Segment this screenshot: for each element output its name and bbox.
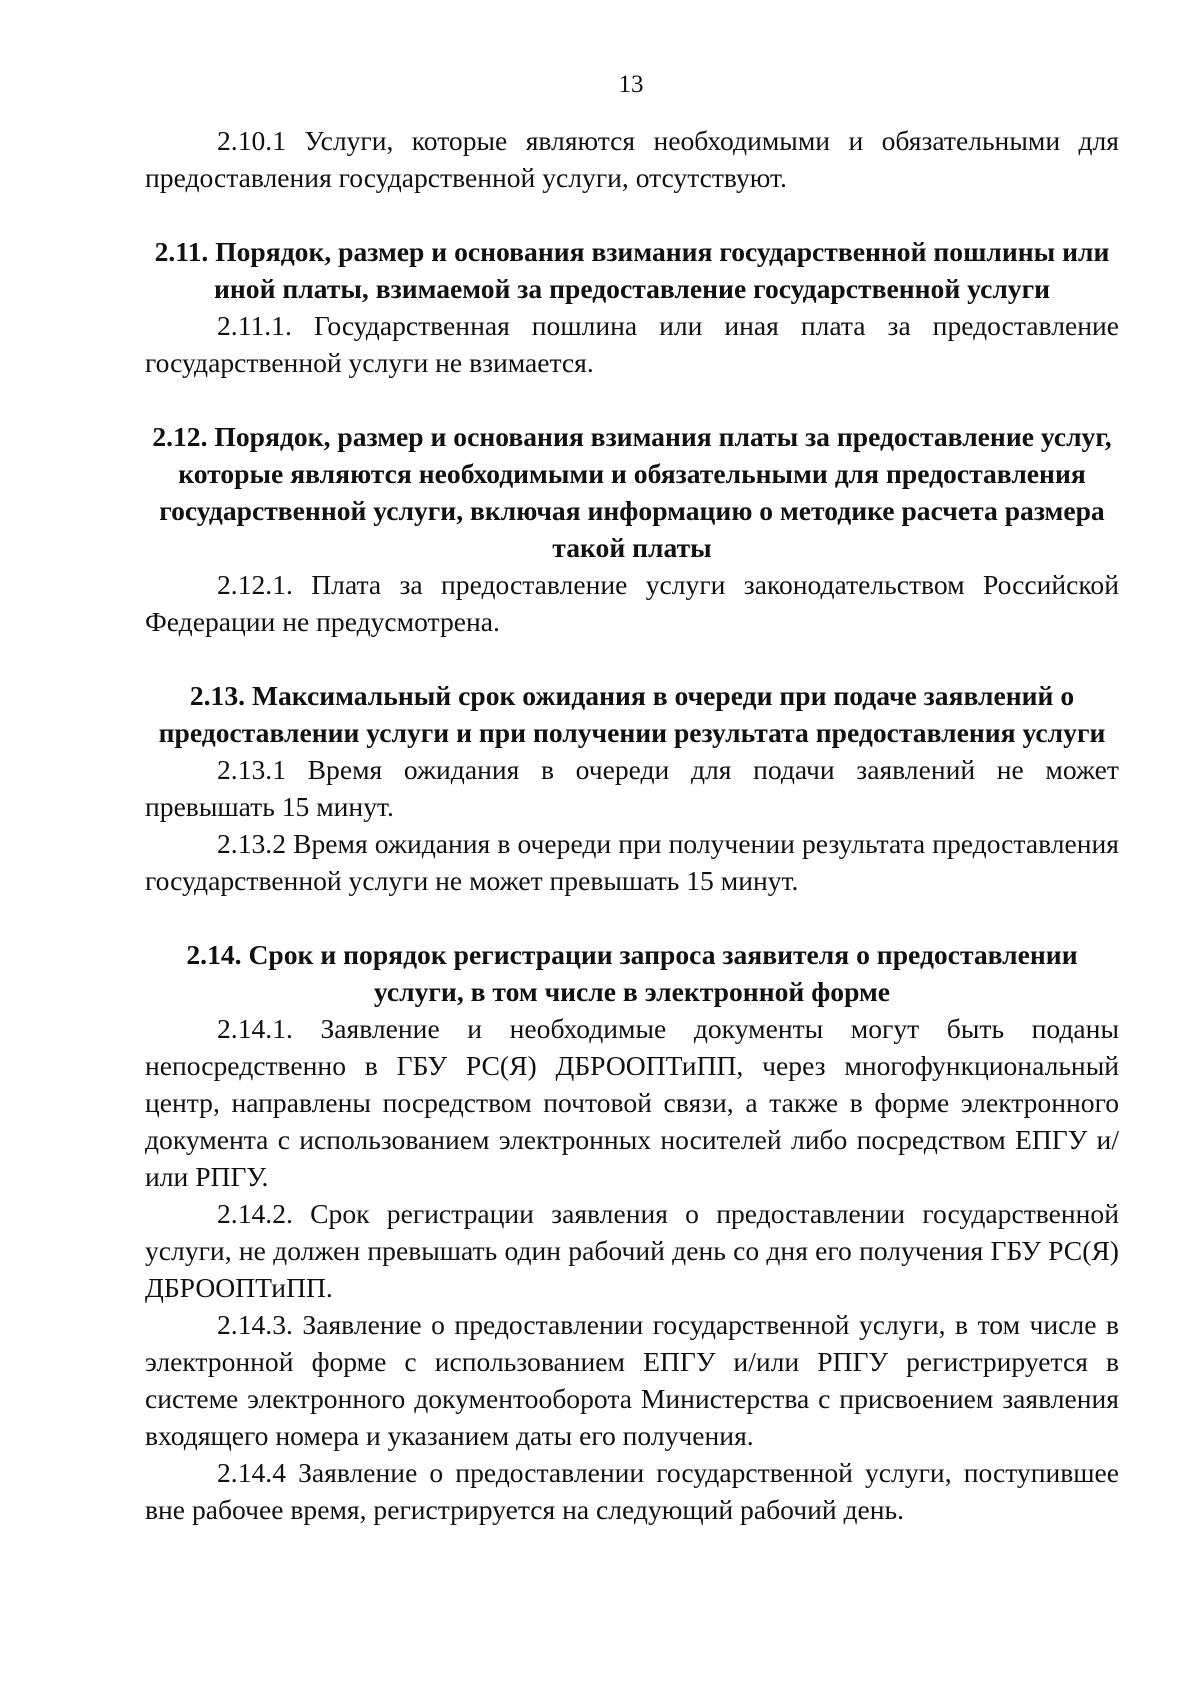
paragraph-2-11-1: 2.11.1. Государственная пошлина или иная плата за предоставление государственной услуги не взимается. [145,310,1119,378]
section-heading-2-13: 2.13. Максимальный срок ожидания в очереди при подаче заявлений о предоставлении услуги и при получении результата предоставления услуги [158,680,1106,748]
paragraph-2-14-4: 2.14.4 Заявление о предоставлении государственной услуги, поступившее вне рабочее время, регистрируется на следующий рабочий день. [145,1457,1119,1525]
section-spacer [145,899,1119,936]
paragraph-2-14-3: 2.14.3. Заявление о предоставлении государственной услуги, в том числе в электронной форме с использованием ЕПГУ и/или РПГУ регистрируется в системе электронного документооборота Министерства с присвоением заявления входящего номера и указанием даты его получения. [145,1309,1119,1451]
section-spacer [145,640,1119,677]
section-heading-2-11: 2.11. Порядок, размер и основания взимания государственной пошлины или иной платы, взимаемой за предоставление государственной услуги [154,236,1110,304]
paragraph-2-10-1: 2.10.1 Услуги, которые являются необходимыми и обязательными для предоставления государственной услуги, отсутствуют. [145,125,1119,193]
page-number: 13 [618,71,644,98]
paragraph-2-14-2: 2.14.2. Срок регистрации заявления о предоставлении государственной услуги, не должен превышать один рабочий день со дня его получения ГБУ РС(Я) ДБРООПТиПП. [145,1198,1119,1303]
paragraph-2-13-2: 2.13.2 Время ожидания в очереди при получении результата предоставления государственной услуги не может превышать 15 минут. [145,828,1119,896]
section-spacer [145,381,1119,418]
section-spacer [145,196,1119,233]
paragraph-2-13-1: 2.13.1 Время ожидания в очереди для подачи заявлений не может превышать 15 минут. [145,754,1119,822]
paragraph-2-14-1: 2.14.1. Заявление и необходимые документы могут быть поданы непосредственно в ГБУ РС(Я) ДБРООПТиПП, через многофункциональный центр, направлены посредством почтовой связи, а также в форме электронного документа с использованием электронных носителей либо посредством ЕПГУ и/или РПГУ. [145,1013,1119,1192]
document-body [145,122,1119,1528]
section-heading-2-12: 2.12. Порядок, размер и основания взимания платы за предоставление услуг, которые являются необходимыми и обязательными для предоставления государственной услуги, включая информацию о методике расчета размера такой платы [152,421,1112,563]
paragraph-2-12-1: 2.12.1. Плата за предоставление услуги законодательством Российской Федерации не предусмотрена. [145,569,1119,637]
section-heading-2-14: 2.14. Срок и порядок регистрации запроса заявителя о предоставлении услуги, в том числе в электронной форме [186,939,1078,1007]
